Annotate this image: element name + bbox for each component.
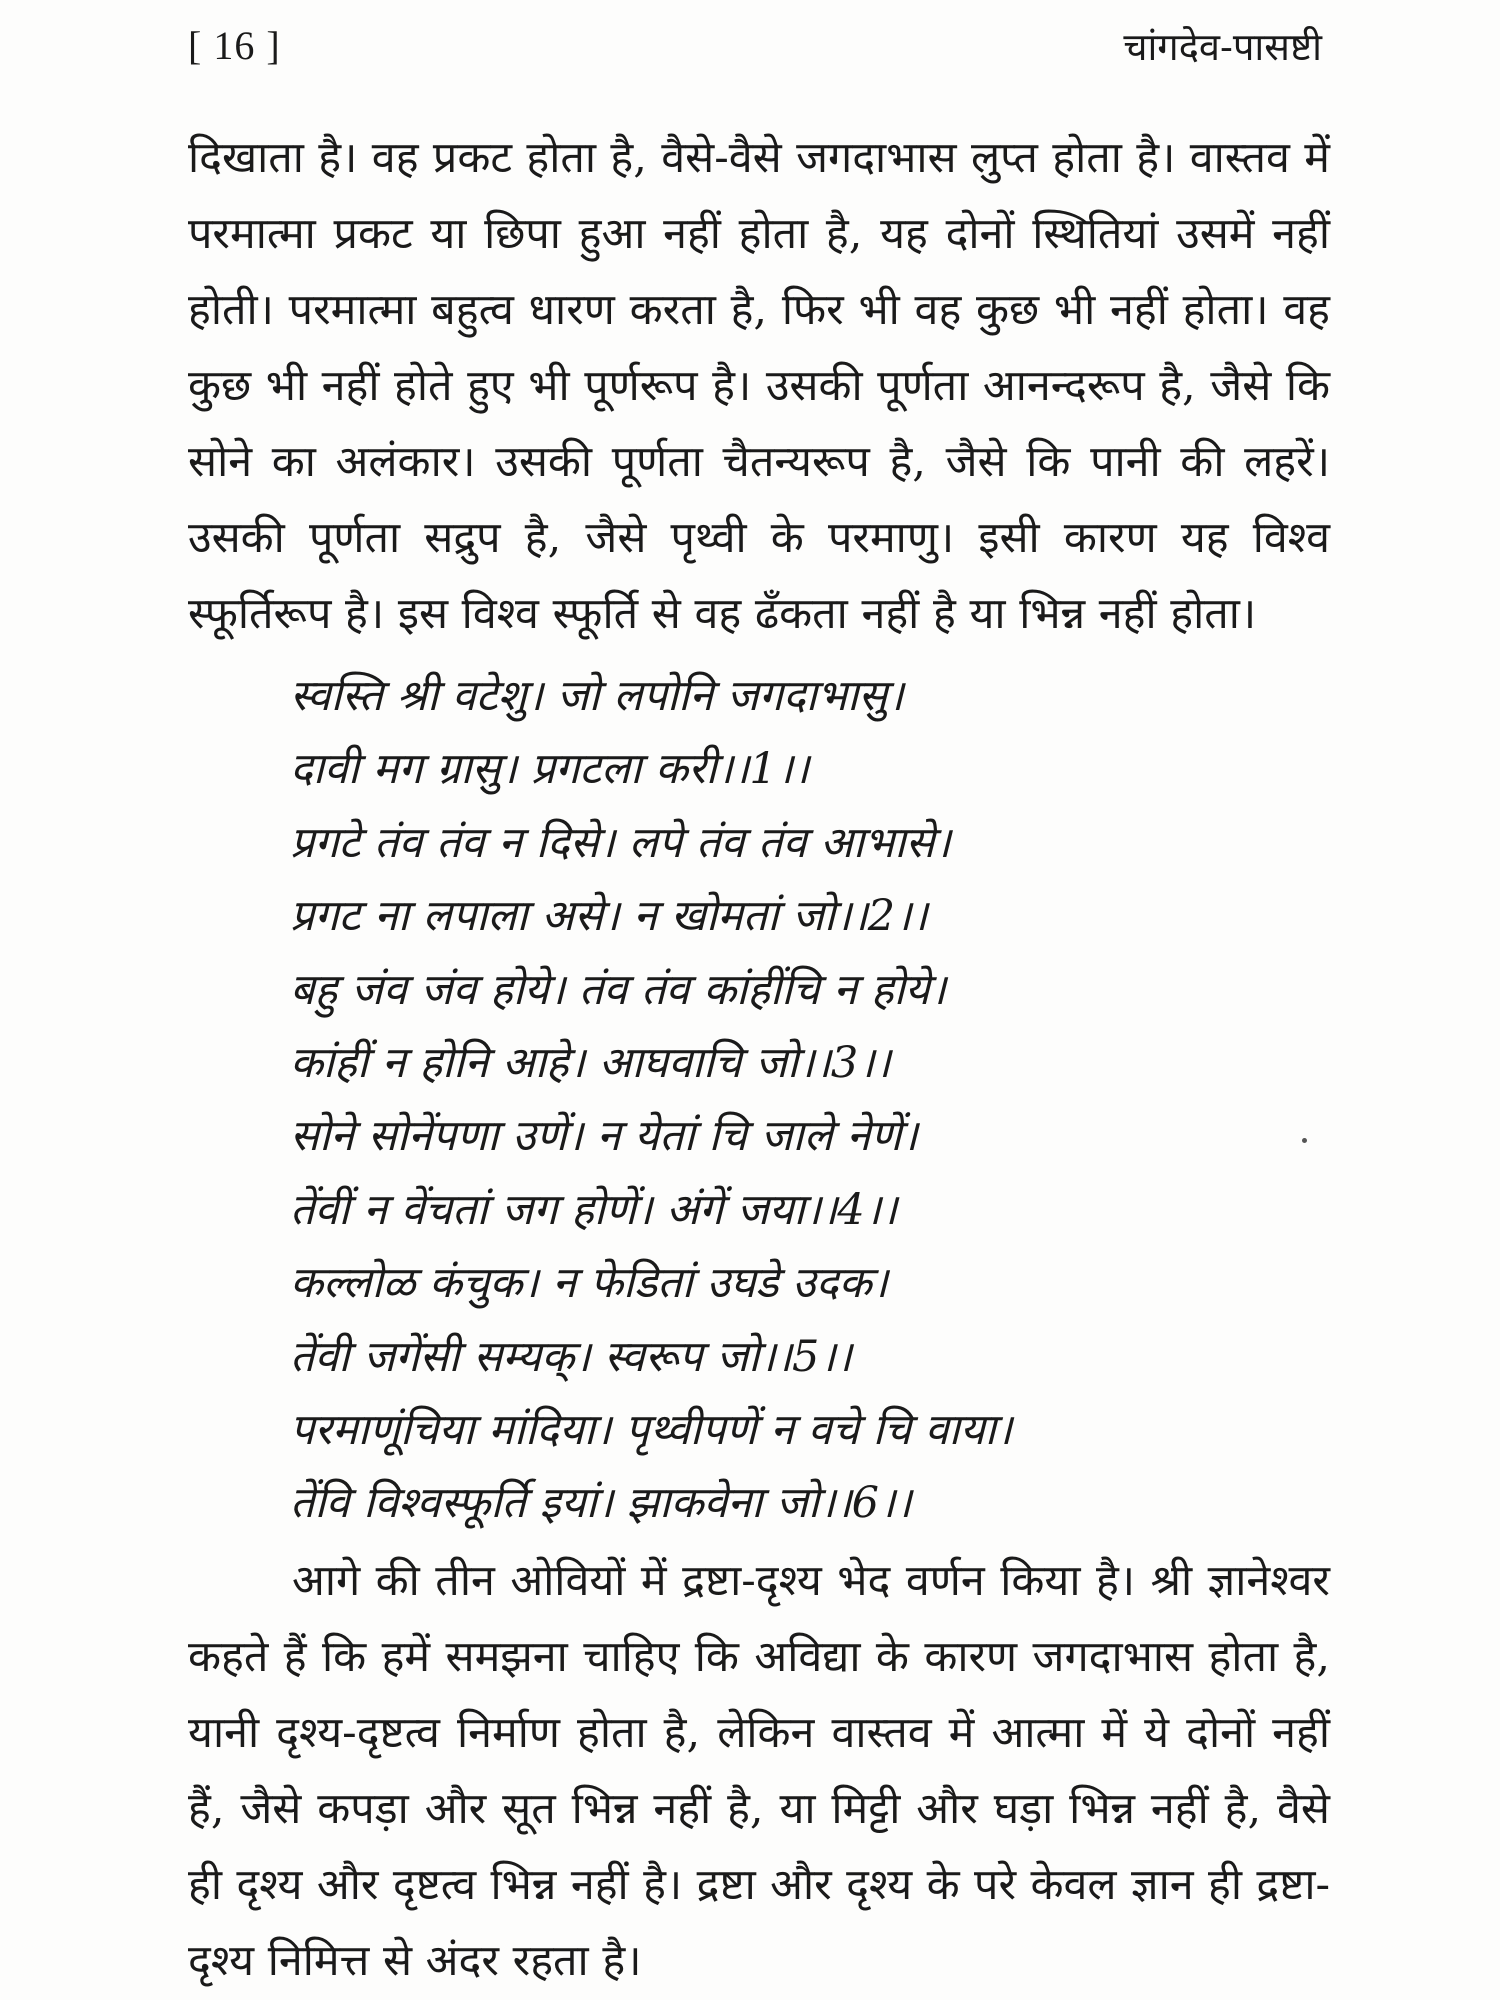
verse-line: प्रगट ना लपाला असे। न खोमतां जो।।2।। — [290, 891, 928, 942]
running-title: चांगदेव-पासष्टी — [1123, 25, 1322, 69]
verse-line: दावी मग ग्रासु। प्रगटला करी।।1।। — [290, 744, 810, 795]
verse-line: प्रगटे तंव तंव न दिसे। लपे तंव तंव आभासे। — [290, 817, 951, 868]
print-speck — [1302, 1138, 1307, 1143]
verse-line: सोने सोनेंपणा उणें। न येतां चि जाले नेणें। — [290, 1111, 918, 1162]
verse-line: तेंवीं न वेंचतां जग होणें। अंगें जया।।4।। — [290, 1184, 898, 1235]
verse-line: कांहीं न होनि आहे। आघवाचि जो।।3।। — [290, 1038, 891, 1089]
verse-block — [290, 660, 1330, 1541]
verse-line: कल्लोळ कंचुक। न फेडितां उघडे उदक। — [290, 1258, 888, 1309]
verse-line: स्वस्ति श्री वटेशु। जो लपोनि जगदाभासु। — [290, 671, 904, 721]
page-number: [ 16 ] — [188, 23, 281, 68]
verse-line: परमाणूंचिया मांदिया। पृथ्वीपणें न वचे चि वाया। — [290, 1405, 1013, 1456]
intro-paragraph: दिखाता है। वह प्रकट होता है, वैसे-वैसे जगदाभास लुप्त होता है। वास्तव में परमात्मा प्रकट या छिपा हुआ नहीं होता है, यह दोनों स्थितियां उसमें नहीं होती। परमात्मा बहुत्व धारण करता है, फिर भी वह कुछ भी नहीं होता। वह कुछ भी नहीं होते हुए भी पूर्णरूप है। उसकी पूर्णता आनन्दरूप है, जैसे कि सोने का अलंकार। उसकी पूर्णता चैतन्यरूप है, जैसे कि पानी की लहरें। उसकी पूर्णता सद्रुप है, जैसे पृथ्वी के परमाणु। इसी कारण यह विश्व स्फूर्तिरूप है। इस विश्व स्फूर्ति से वह ढँकता नहीं है या भिन्न नहीं होता। — [188, 133, 1330, 639]
verse-line: बहु जंव जंव होये। तंव तंव कांहींचि न होये। — [290, 964, 947, 1015]
verse-line: तेंवि विश्वस्फूर्ति इयां। झाकवेना जो।।6।। — [290, 1478, 912, 1529]
verse-line: तेंवी जगेंसी सम्यक्। स्वरूप जो।।5।। — [290, 1331, 852, 1382]
closing-paragraph: आगे की तीन ओवियों में द्रष्टा-दृश्य भेद वर्णन किया है। श्री ज्ञानेश्वर कहते हैं कि हमें समझना चाहिए कि अविद्या के कारण जगदाभास होता है, यानी दृश्य-दृष्टत्व निर्माण होता है, लेकिन वास्तव में आत्मा में ये दोनों नहीं हैं, जैसे कपड़ा और सूत भिन्न नहीं है, या मिट्टी और घड़ा भिन्न नहीं है, वैसे ही दृश्य और दृष्टत्व भिन्न नहीं है। द्रष्टा और दृश्य के परे केवल ज्ञान ही द्रष्टा-दृश्य निमित्त से अंदर रहता है। — [188, 1556, 1330, 1986]
